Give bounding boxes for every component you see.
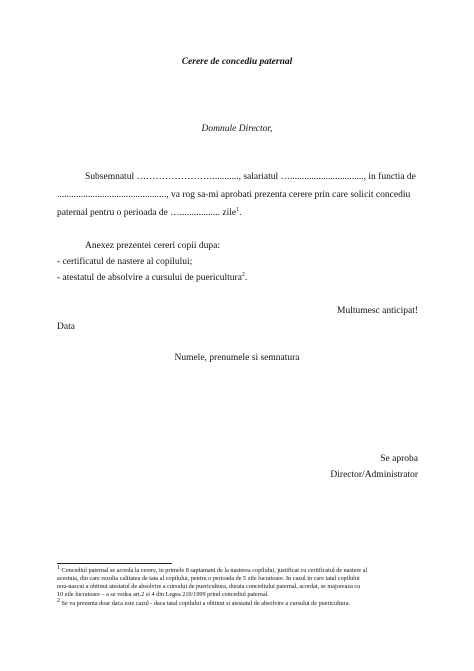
thanks-line: Multumesc anticipat! (337, 306, 418, 316)
footnote-2-line-1-text: Se va prezenta doar daca este cazul - daca tatal copilului a obtinut si atestatul de absolvire a cursului de puericultura. (60, 600, 351, 607)
date-label: Data (57, 322, 75, 332)
footnote-2-mark: 2 (57, 597, 60, 604)
footnote-1-line-1 (57, 564, 368, 575)
paragraph-line-1: Subsemnatul ……………………..........., salariatul …..............................., in functia de (85, 172, 416, 182)
annex-item2-end: . (244, 273, 248, 283)
approver-title: Director/Administrator (330, 470, 418, 480)
footnote-ref-2: 2 (241, 271, 245, 278)
footnote-1-line-2: acestuia, din care rezulta calitatea de tata al copilului, pentru o perioada de 5 zile lucratoare. In cazul in care tatal copilului (57, 575, 360, 582)
footnote-ref-1: 1 (236, 206, 240, 213)
salutation: Domnule Director, (201, 124, 273, 134)
paragraph-line-2: .............................................., va rog sa-mi aprobati prezenta cerere prin care solicit concediu (57, 190, 411, 200)
paragraph-line-3 (57, 208, 242, 218)
approval-label: Se aproba (380, 454, 418, 464)
paragraph-line-3-text: paternal pentru o perioada de …................. zile (57, 208, 237, 218)
footnote-separator (57, 563, 172, 564)
paragraph-line-3-end: . (239, 208, 242, 218)
signature-label: Numele, prenumele si semnatura (174, 353, 300, 363)
document-title: Cerere de concediu paternal (181, 57, 293, 67)
footnote-1-line-1-text: Concediul paternal se acorda la cerere, in primele 8 saptamani de la nasterea copilului, justificat cu certificatul de nastere al (60, 567, 368, 574)
annex-item2-text: - atestatul de absolvire a cursului de puericultura (57, 273, 242, 283)
footnote-2-line-1 (57, 597, 351, 608)
footnote-1-mark: 1 (57, 564, 60, 571)
footnote-1-line-4: 10 zile lucratoare – a se vedea art.2 si 4 din Legea 210/1999 prind concediul paternal. (57, 591, 269, 598)
footnote-1-line-3: nou-nascut a obtinut atestatul de absolvire a cursului de puericultura, durata concediului paternal, acordat, se majoreaza cu (57, 583, 361, 590)
footnote-1 (57, 564, 368, 599)
annex-item-childcare-course (57, 273, 247, 283)
annex-item-birth-certificate: - certificatul de nastere al copilului; (57, 257, 193, 267)
footnote-2 (57, 597, 351, 608)
annex-intro: Anexez prezentei cereri copii dupa: (85, 241, 221, 251)
